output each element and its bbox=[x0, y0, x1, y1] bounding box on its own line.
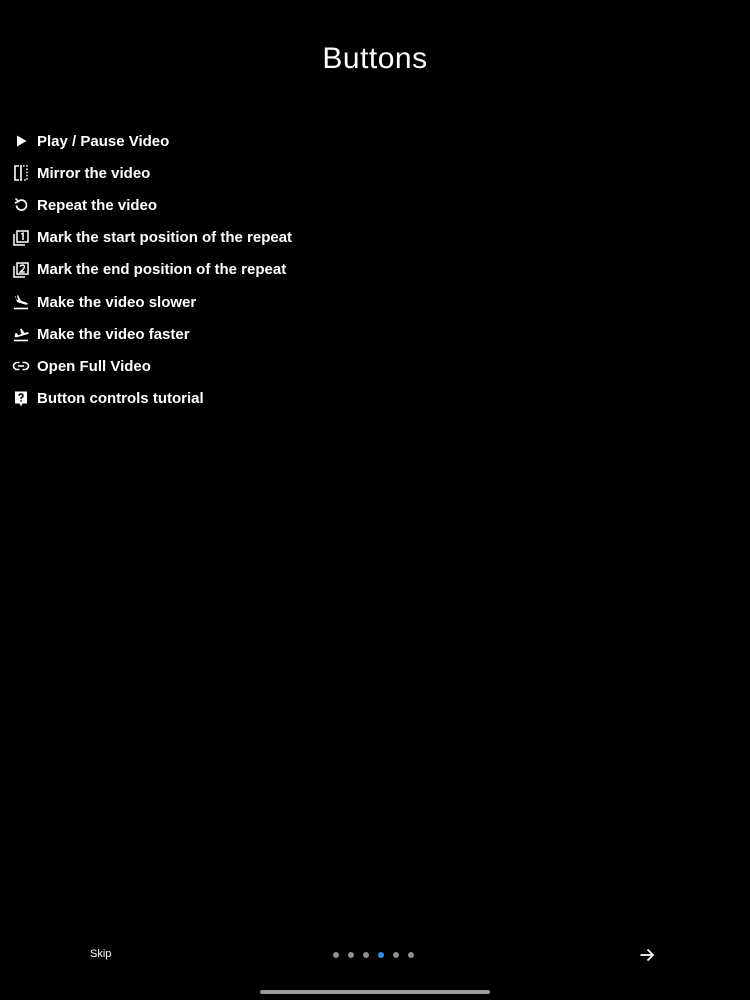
list-item-play-pause bbox=[10, 125, 510, 157]
list-item-label: Make the video slower bbox=[37, 293, 197, 311]
list-item-label: Mirror the video bbox=[37, 164, 151, 182]
list-item-label: Make the video faster bbox=[37, 325, 190, 343]
list-item-repeat-start bbox=[10, 222, 510, 254]
play-icon bbox=[10, 131, 32, 151]
page-dot-1[interactable] bbox=[333, 952, 339, 958]
help-icon bbox=[10, 389, 32, 409]
list-item-label: Mark the start position of the repeat bbox=[37, 229, 293, 247]
list-item-label: Button controls tutorial bbox=[37, 390, 204, 408]
home-indicator[interactable] bbox=[260, 990, 490, 994]
button-legend-list bbox=[10, 125, 510, 415]
list-item-mirror bbox=[10, 157, 510, 189]
arrow-right-icon bbox=[638, 946, 656, 964]
list-item-faster bbox=[10, 318, 510, 350]
list-item-repeat-end bbox=[10, 254, 510, 286]
list-item-repeat bbox=[10, 189, 510, 221]
repeat-start-icon bbox=[10, 228, 32, 248]
list-item-label: Repeat the video bbox=[37, 196, 158, 214]
list-item-label: Mark the end position of the repeat bbox=[37, 261, 287, 279]
faster-icon bbox=[10, 324, 32, 344]
page-indicator[interactable] bbox=[333, 952, 414, 958]
link-icon bbox=[10, 356, 32, 376]
next-button[interactable] bbox=[638, 946, 656, 964]
mirror-icon bbox=[10, 163, 32, 183]
page-dot-2[interactable] bbox=[348, 952, 354, 958]
page-title: Buttons bbox=[322, 42, 428, 75]
repeat-end-icon bbox=[10, 260, 32, 280]
list-item-label: Play / Pause Video bbox=[37, 132, 170, 150]
list-item-label: Open Full Video bbox=[37, 357, 151, 375]
page-dot-4[interactable] bbox=[378, 952, 384, 958]
page-dot-6[interactable] bbox=[408, 952, 414, 958]
repeat-icon bbox=[10, 195, 32, 215]
skip-button[interactable]: Skip bbox=[90, 948, 112, 960]
page-dot-5[interactable] bbox=[393, 952, 399, 958]
page-dot-3[interactable] bbox=[363, 952, 369, 958]
list-item-tutorial bbox=[10, 383, 510, 415]
list-item-slower bbox=[10, 286, 510, 318]
slower-icon bbox=[10, 292, 32, 312]
list-item-open-full-video bbox=[10, 350, 510, 382]
